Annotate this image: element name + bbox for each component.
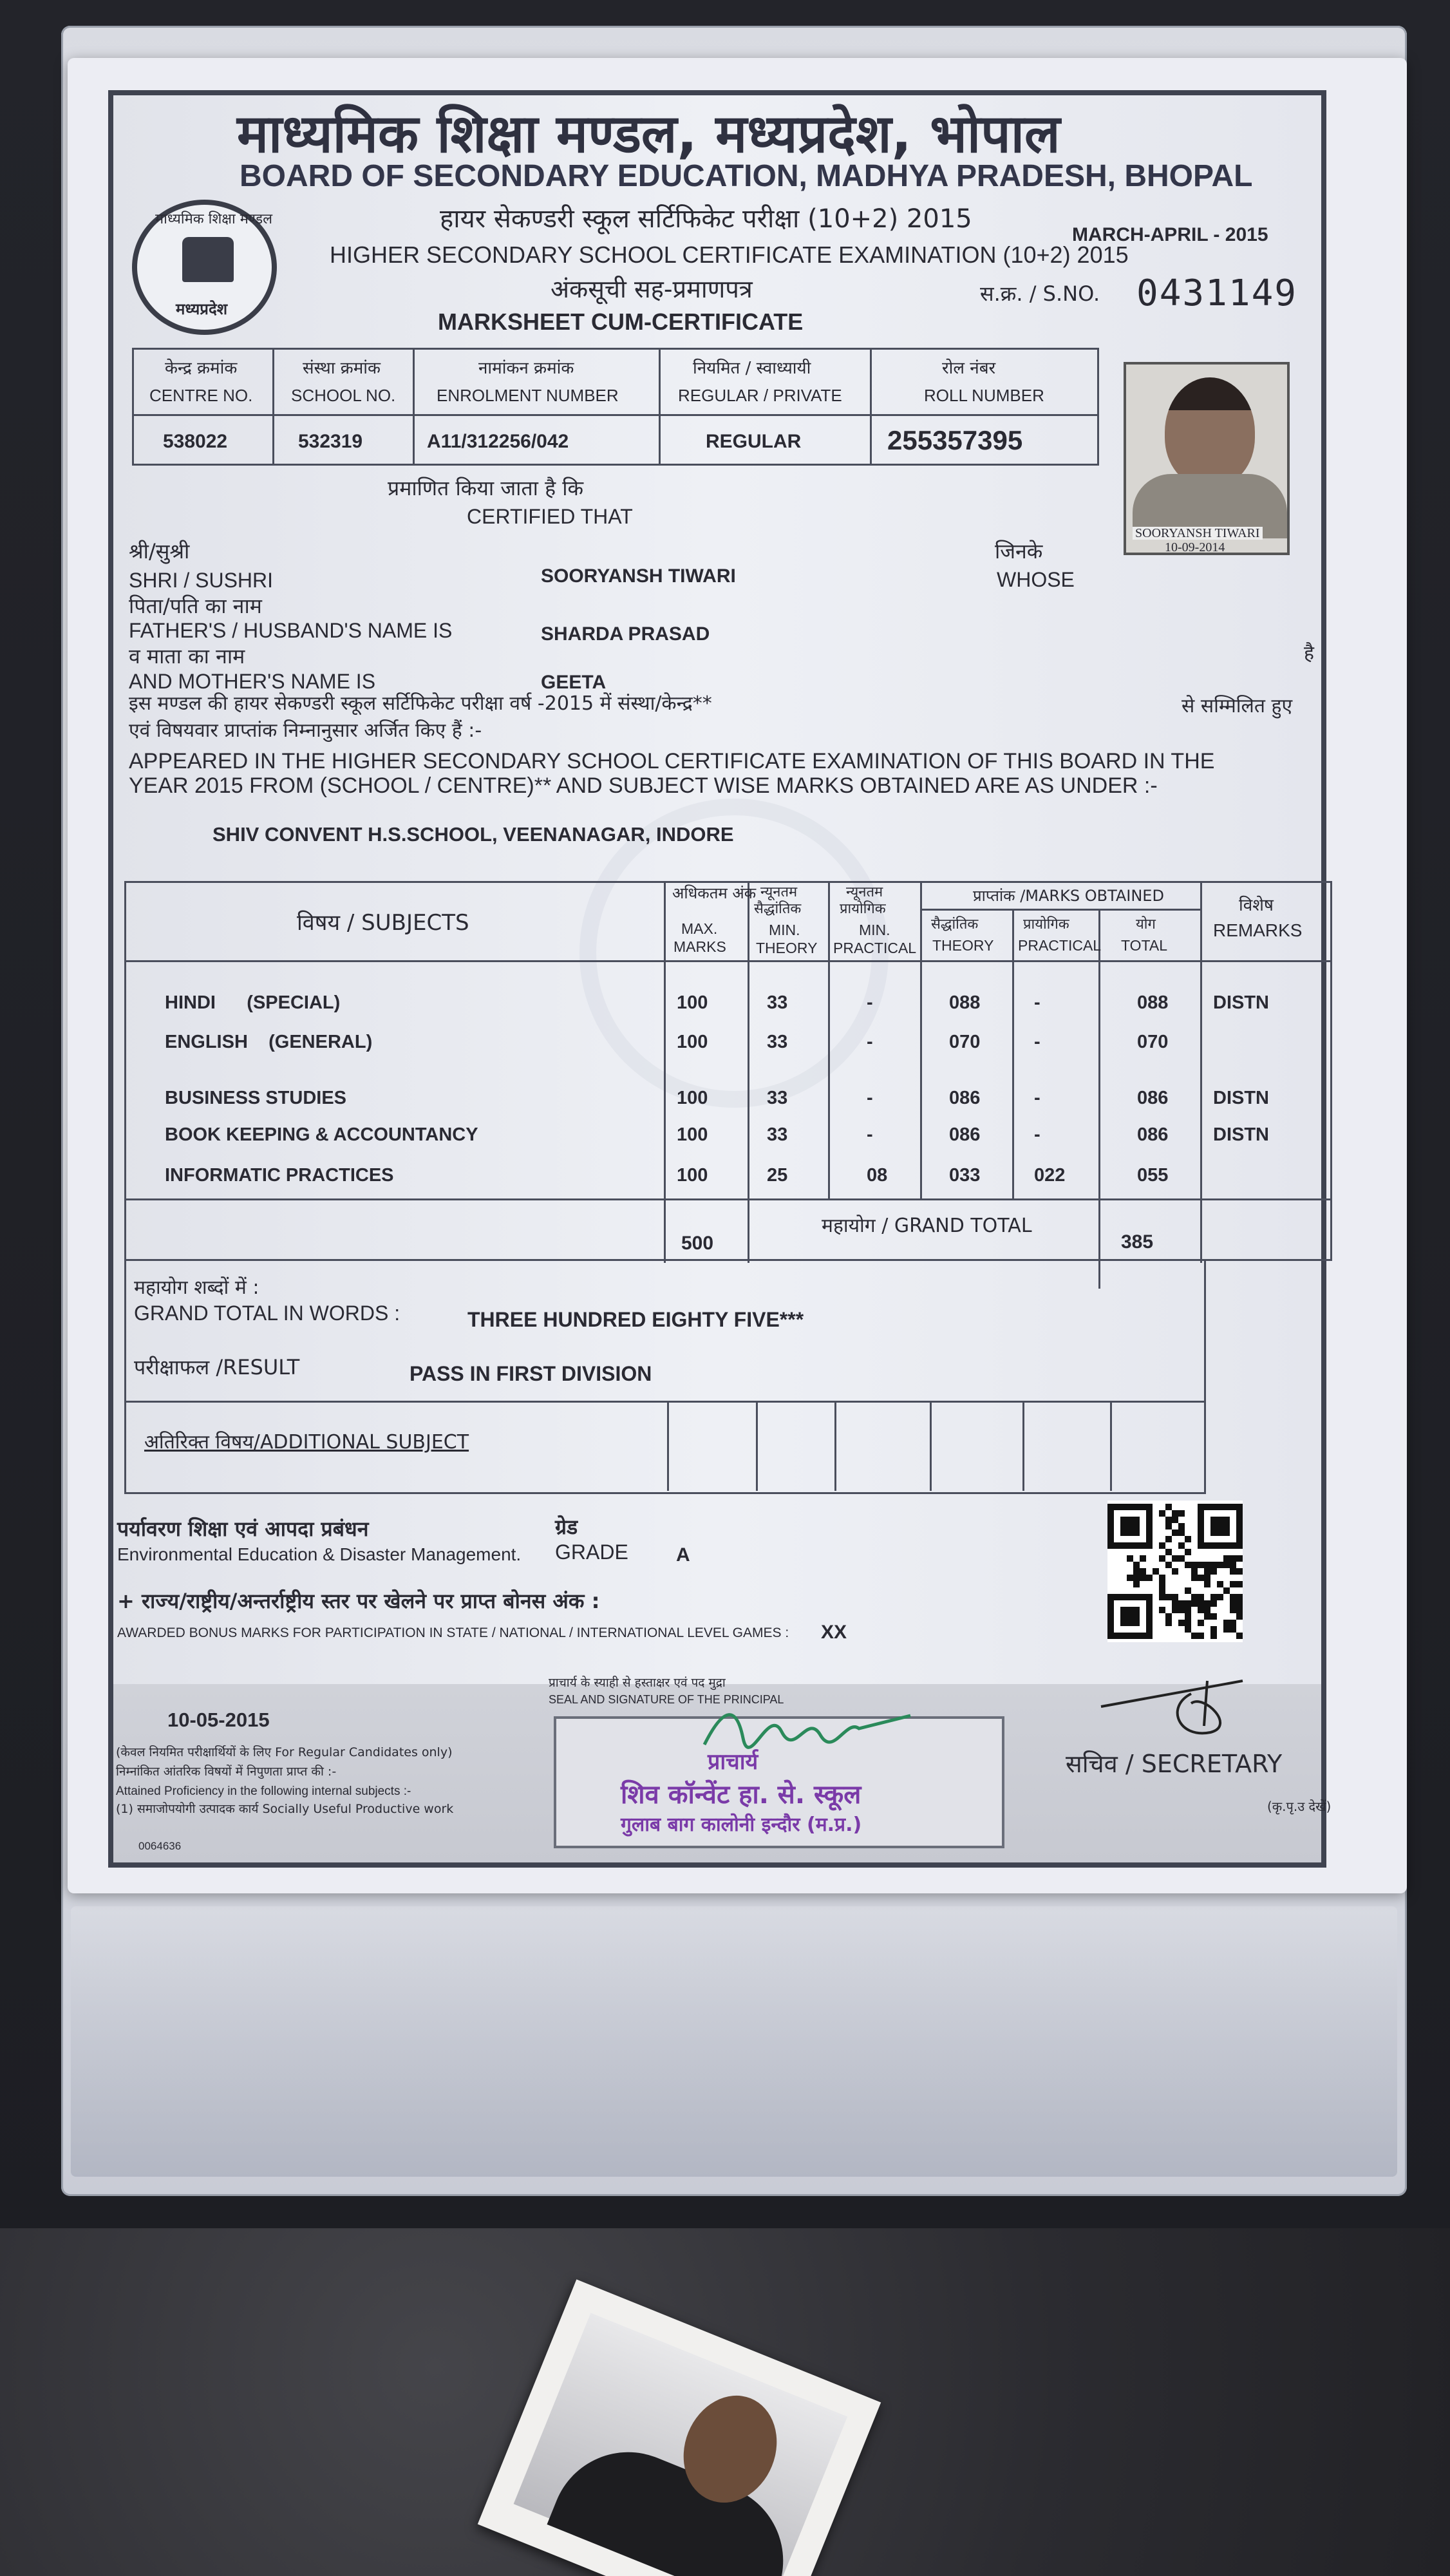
qr-module	[1172, 1594, 1178, 1600]
qr-module	[1230, 1562, 1236, 1568]
qr-module	[1204, 1575, 1210, 1581]
qr-module	[1153, 1568, 1159, 1575]
grade-value: A	[676, 1544, 690, 1566]
qr-module	[1191, 1633, 1198, 1639]
mother-hi: व माता का नाम	[129, 644, 245, 668]
appeared-hi-1: इस मण्डल की हायर सेकण्डरी स्कूल सर्टिफिकेट परीक्षा वर्ष -2015 में संस्था/केन्द्र**	[129, 692, 712, 715]
board-title-english: BOARD OF SECONDARY EDUCATION, MADHYA PRADESH, BHOPAL	[240, 159, 1253, 193]
qr-module	[1198, 1594, 1204, 1600]
min-practical-header-1: MIN.	[859, 922, 890, 938]
father-hi: पिता/पति का नाम	[129, 594, 262, 618]
qr-module	[1236, 1555, 1243, 1562]
qr-module	[1172, 1600, 1178, 1607]
qr-module	[1236, 1581, 1243, 1587]
roll-value: 255357395	[887, 425, 1023, 455]
appeared-hi-right: से सम्मिलित हुए	[1182, 695, 1293, 717]
appeared-en-1: APPEARED IN THE HIGHER SECONDARY SCHOOL CERTIFICATE EXAMINATION OF THIS BOARD IN THE	[129, 749, 1215, 773]
qr-module	[1172, 1510, 1178, 1517]
certified-en: CERTIFIED THAT	[467, 505, 633, 528]
qr-module	[1178, 1555, 1185, 1562]
qr-module	[1165, 1536, 1172, 1542]
qr-module	[1210, 1633, 1217, 1639]
qr-module	[1236, 1607, 1243, 1613]
qr-module	[1185, 1620, 1191, 1626]
qr-module	[1230, 1626, 1236, 1633]
exam-title-hindi: हायर सेकण्डरी स्कूल सर्टिफिकेट परीक्षा (10+2) 2015	[440, 204, 972, 234]
serial-label: स.क्र. / S.NO.	[980, 281, 1100, 306]
qr-module	[1230, 1620, 1236, 1626]
appeared-hi-2: एवं विषयवार प्राप्तांक निम्नानुसार अर्जित किए हैं :-	[129, 719, 482, 742]
qr-module	[1230, 1600, 1236, 1607]
qr-module	[1127, 1555, 1133, 1562]
grand-total-value: 385	[1121, 1231, 1154, 1253]
regular-label: REGULAR / PRIVATE	[678, 386, 842, 405]
father-en: FATHER'S / HUSBAND'S NAME IS	[129, 619, 453, 642]
centre-no-label: CENTRE NO.	[149, 386, 253, 405]
min-practical-cell: 08	[867, 1165, 888, 1186]
certificate-title-english: MARKSHEET CUM-CERTIFICATE	[438, 308, 804, 335]
board-title-hindi: माध्यमिक शिक्षा मण्डल, मध्यप्रदेश, भोपाल	[237, 104, 1060, 165]
qr-module	[1185, 1549, 1191, 1555]
total-marks-cell: 055	[1137, 1165, 1169, 1186]
qr-module	[1223, 1626, 1230, 1633]
min-theory-cell: 25	[767, 1165, 788, 1186]
principal-seal-label-hi: प्राचार्य के स्याही से हस्ताक्षर एवं पद मुद्रा	[549, 1676, 726, 1690]
qr-module	[1159, 1510, 1165, 1517]
min-practical-header-hi2: प्रायोगिक	[840, 901, 886, 917]
theory-marks-cell: 070	[949, 1032, 981, 1052]
bonus-value: XX	[821, 1622, 847, 1643]
subject-cell: HINDI (SPECIAL)	[165, 992, 341, 1013]
whose-en: WHOSE	[997, 568, 1075, 591]
qr-module	[1159, 1581, 1165, 1587]
min-theory-cell: 33	[767, 1032, 788, 1052]
sleeve-reflection	[71, 1906, 1397, 2177]
total-header: TOTAL	[1121, 937, 1167, 954]
qr-module	[1178, 1542, 1185, 1549]
qr-module	[1210, 1568, 1217, 1575]
total-marks-cell: 086	[1137, 1088, 1169, 1108]
qr-module	[1217, 1562, 1223, 1568]
qr-module	[1172, 1530, 1178, 1536]
qr-module	[1172, 1517, 1178, 1523]
practical-header-hi: प्रायोगिक	[1023, 916, 1069, 933]
photo-caption-date: 10-09-2014	[1165, 540, 1225, 554]
min-theory-header-2: THEORY	[756, 940, 818, 956]
qr-module	[1223, 1555, 1230, 1562]
qr-module	[1236, 1594, 1243, 1600]
regular-label-hi: नियमित / स्वाध्यायी	[693, 359, 811, 378]
qr-module	[1185, 1536, 1191, 1542]
theory-marks-cell: 033	[949, 1165, 981, 1186]
qr-module	[1198, 1607, 1204, 1613]
result-value: PASS IN FIRST DIVISION	[410, 1362, 652, 1385]
shri-hi: श्री/सुश्री	[129, 539, 190, 564]
grand-total-words: THREE HUNDRED EIGHTY FIVE***	[467, 1308, 804, 1331]
issue-date: 10-05-2015	[167, 1709, 270, 1731]
qr-module	[1185, 1613, 1191, 1620]
theory-marks-cell: 086	[949, 1124, 981, 1145]
qr-module	[1191, 1600, 1198, 1607]
qr-module	[1159, 1607, 1165, 1613]
qr-module	[1230, 1555, 1236, 1562]
qr-module	[1178, 1607, 1185, 1613]
qr-module	[1185, 1626, 1191, 1633]
qr-module	[1165, 1620, 1172, 1626]
qr-module	[1236, 1613, 1243, 1620]
max-header-1: MAX.	[681, 920, 718, 937]
words-label-hi: महायोग शब्दों में :	[134, 1276, 259, 1299]
qr-module	[1223, 1587, 1230, 1594]
hai-text: है	[1304, 642, 1314, 665]
qr-module	[1133, 1568, 1140, 1575]
qr-module	[1178, 1600, 1185, 1607]
remark-cell: DISTN	[1213, 992, 1269, 1013]
whose-hi: जिनके	[995, 539, 1043, 564]
qr-module	[1165, 1523, 1172, 1530]
centre-no-label-hi: केन्द्र क्रमांक	[165, 359, 238, 378]
bonus-label-hi: + राज्य/राष्ट्रीय/अन्तर्राष्ट्रीय स्तर पर खेलने पर प्राप्त बोनस अंक :	[117, 1589, 600, 1613]
remark-cell: DISTN	[1213, 1124, 1269, 1145]
min-practical-cell: -	[867, 1032, 873, 1052]
qr-module	[1198, 1600, 1204, 1607]
theory-marks-cell: 086	[949, 1088, 981, 1108]
remarks-header: REMARKS	[1213, 920, 1303, 940]
practical-marks-cell: 022	[1034, 1165, 1066, 1186]
qr-module	[1133, 1581, 1140, 1587]
qr-module	[1185, 1607, 1191, 1613]
practical-marks-cell: -	[1034, 1124, 1040, 1145]
board-logo	[132, 200, 277, 335]
stamp-address: गुलाब बाग कालोनी इन्दौर (म.प्र.)	[621, 1814, 862, 1836]
id-table	[132, 348, 1099, 466]
qr-module	[1159, 1594, 1165, 1600]
qr-module	[1159, 1575, 1165, 1581]
theory-header-hi: सैद्धांतिक	[931, 916, 979, 933]
book-icon	[182, 237, 234, 282]
enrolment-label: ENROLMENT NUMBER	[437, 386, 619, 405]
bonus-label: AWARDED BONUS MARKS FOR PARTICIPATION IN STATE / NATIONAL / INTERNATIONAL LEVEL GAMES :	[117, 1625, 789, 1640]
qr-module	[1178, 1510, 1185, 1517]
obtained-header: प्राप्तांक /MARKS OBTAINED	[973, 887, 1164, 905]
total-marks-cell: 088	[1137, 992, 1169, 1013]
qr-module	[1236, 1633, 1243, 1639]
qr-module	[1204, 1562, 1210, 1568]
max-marks-cell: 100	[677, 1124, 708, 1145]
result-label: परीक्षाफल /RESULT	[134, 1355, 300, 1379]
qr-module	[1217, 1581, 1223, 1587]
max-total: 500	[681, 1233, 714, 1254]
qr-module	[1140, 1575, 1146, 1581]
qr-module	[1204, 1568, 1210, 1575]
marks-table	[124, 881, 1332, 1261]
document-code: 0064636	[138, 1840, 182, 1852]
qr-module	[1127, 1575, 1133, 1581]
total-header-hi: योग	[1136, 916, 1156, 933]
certificate-title-hindi: अंकसूची सह-प्रमाणपत्र	[551, 275, 753, 303]
qr-module	[1178, 1620, 1185, 1626]
practical-marks-cell: -	[1034, 992, 1040, 1013]
qr-module	[1140, 1568, 1146, 1575]
qr-module	[1223, 1620, 1230, 1626]
env-label: Environmental Education & Disaster Management.	[117, 1544, 522, 1564]
qr-module	[1185, 1562, 1191, 1568]
remarks-header-hi: विशेष	[1239, 896, 1274, 915]
school-no-label-hi: संस्था क्रमांक	[303, 359, 381, 378]
proficiency-item: (1) समाजोपयोगी उत्पादक कार्य Socially Useful Productive work	[116, 1802, 454, 1816]
total-marks-cell: 070	[1137, 1032, 1169, 1052]
qr-module	[1210, 1626, 1217, 1633]
env-label-hi: पर्यावरण शिक्षा एवं आपदा प्रबंधन	[117, 1517, 369, 1541]
mother-en: AND MOTHER'S NAME IS	[129, 670, 376, 693]
qr-module	[1223, 1562, 1230, 1568]
regular-note: (केवल नियमित परीक्षार्थियों के लिए For Regular Candidates only)	[116, 1745, 453, 1759]
qr-finder	[1120, 1607, 1140, 1626]
qr-finder	[1120, 1517, 1140, 1536]
school-no-label: SCHOOL NO.	[291, 386, 396, 405]
qr-module	[1198, 1562, 1204, 1568]
centre-no-value: 538022	[163, 431, 228, 452]
candidate-photo	[1124, 362, 1290, 555]
max-marks-cell: 100	[677, 1032, 708, 1052]
subjects-header: विषय / SUBJECTS	[297, 910, 469, 936]
words-label: GRAND TOTAL IN WORDS :	[134, 1302, 400, 1325]
min-practical-header-hi1: न्यूनतम	[846, 884, 883, 900]
qr-module	[1172, 1568, 1178, 1575]
candidate-name: SOORYANSH TIWARI	[541, 565, 736, 587]
qr-module	[1165, 1594, 1172, 1600]
enrolment-label-hi: नामांकन क्रमांक	[478, 359, 574, 378]
school-no-value: 532319	[298, 431, 363, 452]
min-practical-cell: -	[867, 992, 873, 1013]
proficiency-note: Attained Proficiency in the following internal subjects :-	[116, 1785, 411, 1798]
qr-module	[1159, 1555, 1165, 1562]
qr-module	[1204, 1581, 1210, 1587]
practical-marks-cell: -	[1034, 1088, 1040, 1108]
school-name: SHIV CONVENT H.S.SCHOOL, VEENANAGAR, INDORE	[212, 823, 734, 846]
subject-cell: BUSINESS STUDIES	[165, 1088, 346, 1108]
grade-label: GRADE	[555, 1540, 628, 1564]
qr-module	[1165, 1517, 1172, 1523]
qr-module	[1230, 1581, 1236, 1587]
grand-total-label: महायोग / GRAND TOTAL	[822, 1215, 1032, 1237]
practical-marks-cell: -	[1034, 1032, 1040, 1052]
qr-module	[1159, 1587, 1165, 1594]
min-theory-cell: 33	[767, 1088, 788, 1108]
qr-module	[1230, 1607, 1236, 1613]
photo-face	[1165, 377, 1255, 487]
roll-label-hi: रोल नंबर	[942, 359, 996, 378]
secretary-label: सचिव / SECRETARY	[1066, 1750, 1283, 1778]
qr-module	[1210, 1562, 1217, 1568]
qr-module	[1165, 1504, 1172, 1510]
grade-label-hi: ग्रेड	[555, 1515, 578, 1539]
qr-module	[1210, 1600, 1217, 1607]
please-turn-over: (कृ.पृ.उ देखें)	[1267, 1799, 1332, 1814]
qr-module	[1236, 1568, 1243, 1575]
total-marks-cell: 086	[1137, 1124, 1169, 1145]
qr-module	[1178, 1523, 1185, 1530]
qr-module	[1198, 1620, 1204, 1626]
stamp-principal: प्राचार्य	[708, 1749, 758, 1775]
mother-name: GEETA	[541, 672, 607, 693]
additional-subject-label: अतिरिक्त विषय/ADDITIONAL SUBJECT	[144, 1431, 469, 1454]
qr-module	[1210, 1594, 1217, 1600]
practical-header: PRACTICAL	[1018, 937, 1102, 954]
qr-module	[1133, 1575, 1140, 1581]
remark-cell: DISTN	[1213, 1088, 1269, 1108]
qr-module	[1172, 1607, 1178, 1613]
min-theory-header-hi1: न्यूनतम	[760, 884, 798, 900]
qr-module	[1217, 1594, 1223, 1600]
min-theory-header-hi2: सैद्धांतिक	[754, 901, 802, 917]
logo-top-text: माध्यमिक शिक्षा मण्डल	[155, 211, 273, 227]
qr-module	[1159, 1542, 1165, 1549]
father-name: SHARDA PRASAD	[541, 623, 710, 645]
photo-caption-name: SOORYANSH TIWARI	[1133, 527, 1263, 540]
qr-module	[1133, 1562, 1140, 1568]
regular-value: REGULAR	[706, 431, 802, 452]
exam-session: MARCH-APRIL - 2015	[1072, 224, 1268, 245]
qr-module	[1204, 1600, 1210, 1607]
max-marks-cell: 100	[677, 1165, 708, 1186]
shri-en: SHRI / SUSHRI	[129, 569, 274, 592]
min-theory-header-1: MIN.	[769, 922, 800, 938]
qr-module	[1204, 1607, 1210, 1613]
principal-seal-label: SEAL AND SIGNATURE OF THE PRINCIPAL	[549, 1693, 784, 1706]
qr-module	[1185, 1587, 1191, 1594]
subject-cell: BOOK KEEPING & ACCOUNTANCY	[165, 1124, 478, 1145]
qr-module	[1172, 1555, 1178, 1562]
qr-module	[1165, 1613, 1172, 1620]
qr-module	[1198, 1575, 1204, 1581]
principal-seal-box	[554, 1716, 1004, 1848]
qr-module	[1230, 1594, 1236, 1600]
qr-module	[1230, 1568, 1236, 1575]
theory-header: THEORY	[932, 937, 994, 954]
max-marks-cell: 100	[677, 1088, 708, 1108]
qr-code	[1107, 1501, 1243, 1642]
appeared-en-2: YEAR 2015 FROM (SCHOOL / CENTRE)** AND SUBJECT WISE MARKS OBTAINED ARE AS UNDER :-	[129, 773, 1158, 798]
roll-label: ROLL NUMBER	[924, 386, 1044, 405]
qr-module	[1204, 1613, 1210, 1620]
qr-module	[1140, 1555, 1146, 1562]
result-box	[124, 1259, 1206, 1494]
qr-module	[1191, 1562, 1198, 1568]
max-header-2: MARKS	[673, 938, 726, 955]
qr-finder	[1210, 1517, 1230, 1536]
stamp-school: शिव कॉन्वेंट हा. से. स्कूल	[621, 1780, 862, 1810]
max-marks-cell: 100	[677, 992, 708, 1013]
serial-number: 0431149	[1136, 272, 1298, 314]
min-theory-cell: 33	[767, 1124, 788, 1145]
qr-module	[1165, 1549, 1172, 1555]
theory-marks-cell: 088	[949, 992, 981, 1013]
enrolment-value: A11/312256/042	[427, 431, 569, 452]
proficiency-note-hi: निम्नांकित आंतरिक विषयों में निपुणता प्राप्त की :-	[116, 1765, 337, 1779]
qr-module	[1191, 1568, 1198, 1575]
subject-cell: ENGLISH (GENERAL)	[165, 1032, 373, 1052]
logo-bottom-text: मध्यप्रदेश	[176, 300, 228, 318]
qr-module	[1210, 1613, 1217, 1620]
qr-module	[1165, 1562, 1172, 1568]
min-practical-cell: -	[867, 1088, 873, 1108]
exam-title-english: HIGHER SECONDARY SCHOOL CERTIFICATE EXAMINATION (10+2) 2015	[330, 242, 1129, 268]
qr-module	[1236, 1600, 1243, 1607]
min-theory-cell: 33	[767, 992, 788, 1013]
subject-cell: INFORMATIC PRACTICES	[165, 1165, 394, 1186]
certified-hi: प्रमाणित किया जाता है कि	[388, 476, 584, 500]
secretary-signature	[1095, 1668, 1256, 1745]
qr-module	[1178, 1530, 1185, 1536]
qr-module	[1146, 1575, 1153, 1581]
qr-module	[1191, 1594, 1198, 1600]
qr-module	[1185, 1600, 1191, 1607]
min-practical-cell: -	[867, 1124, 873, 1145]
max-header-hi: अधिकतम अंक	[672, 884, 757, 902]
qr-module	[1198, 1633, 1204, 1639]
min-practical-header-2: PRACTICAL	[833, 940, 917, 956]
qr-module	[1191, 1575, 1198, 1581]
